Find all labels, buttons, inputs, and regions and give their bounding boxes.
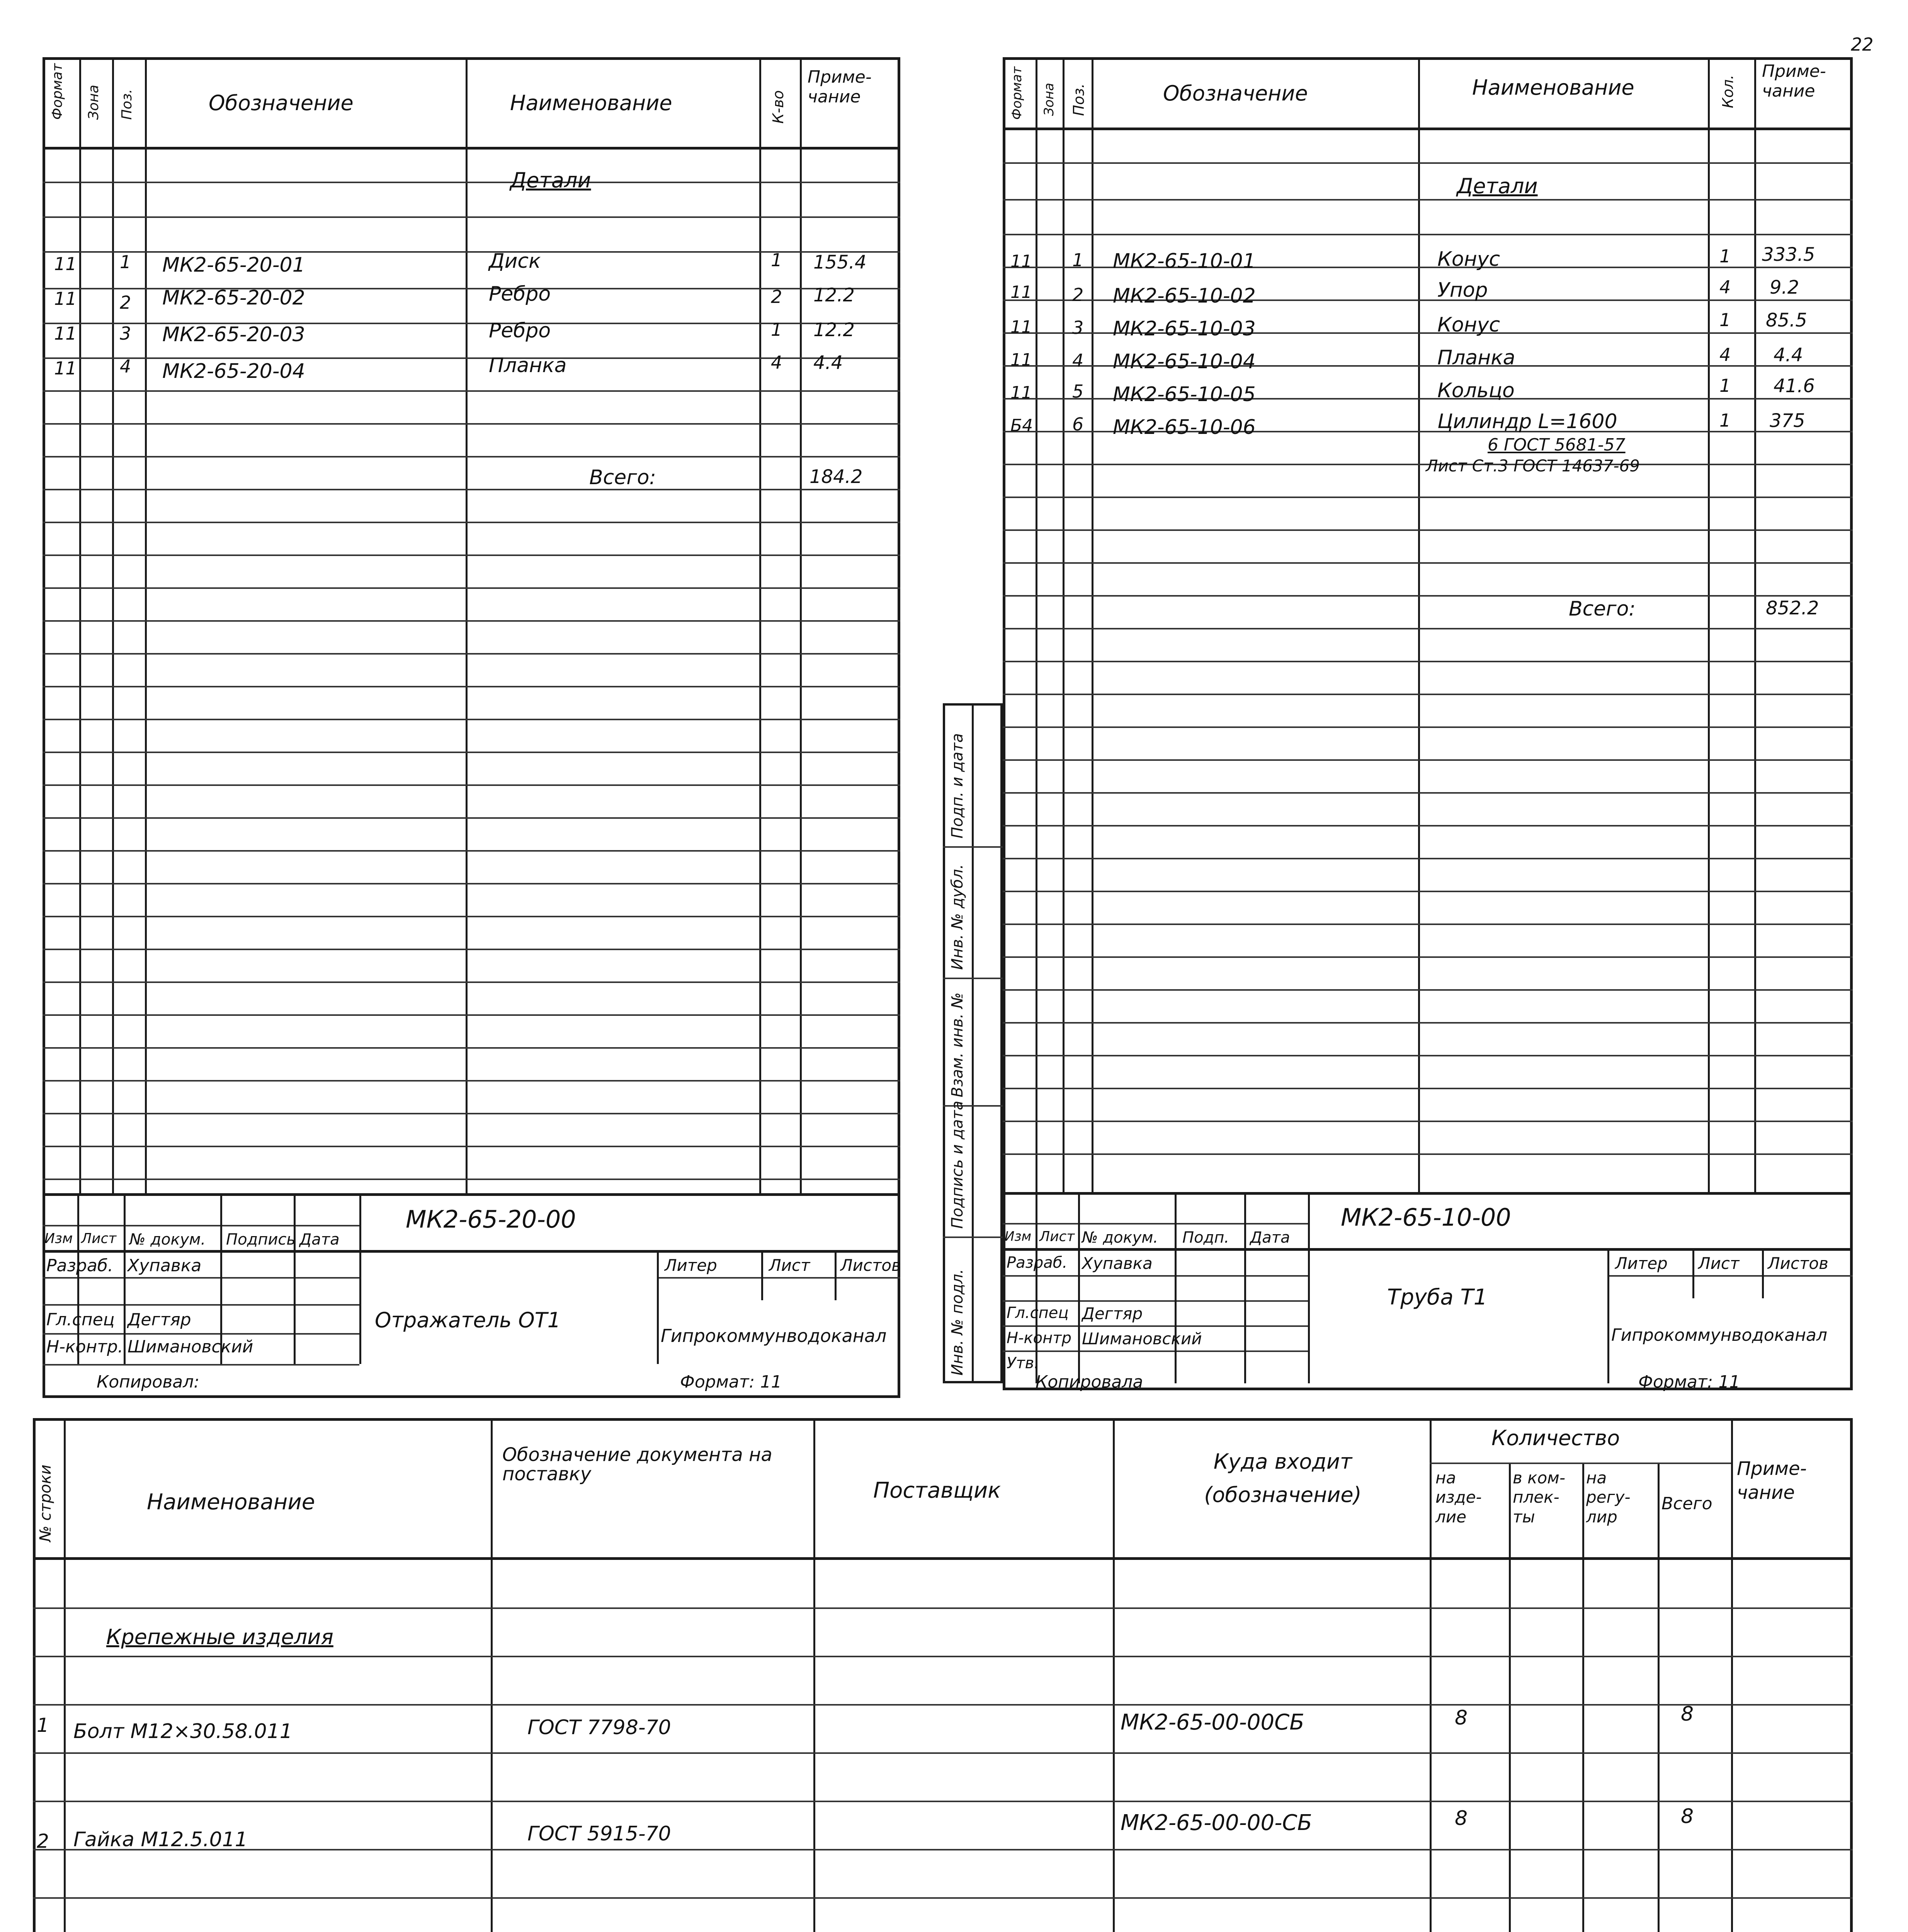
- row-format: 11: [54, 253, 77, 274]
- side-label: Подп. и дата: [949, 733, 966, 838]
- row-format: 11: [1010, 350, 1032, 370]
- row-note: 9.2: [1770, 277, 1799, 298]
- col-qty-item-header: на изде-лие: [1435, 1468, 1482, 1526]
- row-format: 11: [1010, 252, 1032, 271]
- col-name-header: Наименование: [510, 91, 672, 115]
- section-fasteners: Крепежные изделия: [106, 1625, 333, 1649]
- row-pos: 6: [1072, 414, 1084, 435]
- row-qty: 4: [1719, 277, 1731, 298]
- col-qty-header: Кол.: [1719, 75, 1736, 108]
- stamp-hdr-list: Лист: [81, 1231, 117, 1247]
- row-note: 333.5: [1762, 244, 1815, 265]
- side-label: Взам. инв. №: [949, 992, 966, 1097]
- col-pos-header: Поз.: [119, 89, 135, 120]
- col-note-header: Приме-чание: [1737, 1458, 1807, 1504]
- section-details: Детали: [1457, 174, 1538, 198]
- stamp-organization: Гипрокоммунводоканал: [1611, 1325, 1828, 1345]
- section-details: Детали: [510, 168, 591, 192]
- stamp-hdr-doc: № докум.: [129, 1231, 206, 1248]
- row-qty-total: 8: [1681, 1702, 1694, 1726]
- row-note: 12.2: [813, 284, 855, 306]
- row-designation: МК2-65-20-01: [162, 253, 305, 277]
- stamp-hdr-date: Дата: [299, 1231, 340, 1248]
- stamp-liter: Литер: [665, 1256, 717, 1275]
- row-where: МК2-65-00-00СБ: [1121, 1710, 1304, 1735]
- total-value: 184.2: [809, 466, 863, 488]
- stamp-sheet: Лист: [1698, 1254, 1740, 1273]
- total-value: 852.2: [1766, 597, 1819, 619]
- col-doc-header: Обозначение документа на поставку: [502, 1444, 772, 1485]
- stamp-sheets: Листов: [840, 1256, 901, 1275]
- stamp-hdr-sign: Подпись: [226, 1231, 296, 1248]
- row-pos: 1: [120, 252, 131, 272]
- row-qty: 2: [771, 286, 782, 307]
- total-label: Всего:: [589, 466, 656, 489]
- format-label: Формат: 11: [1638, 1372, 1740, 1392]
- row-doc: ГОСТ 7798-70: [527, 1716, 671, 1739]
- row-qty: 1: [1719, 246, 1731, 267]
- side-label: Инв. № дубл.: [949, 864, 966, 970]
- stamp-role: Н-контр.: [46, 1337, 123, 1357]
- stamp-role: Гл.спец: [46, 1310, 115, 1330]
- row-name: Кольцо: [1437, 379, 1515, 402]
- stamp-title: Труба Т1: [1387, 1285, 1488, 1310]
- row-format: 11: [1010, 282, 1032, 302]
- row-designation: МК2-65-10-06: [1113, 416, 1256, 439]
- stamp-hdr-sign: Подп.: [1182, 1229, 1229, 1247]
- stamp-hdr-list: Лист: [1039, 1229, 1075, 1245]
- row-qty-total: 8: [1681, 1805, 1694, 1828]
- col-supplier-header: Поставщик: [873, 1478, 1001, 1503]
- row-name: Упор: [1437, 279, 1488, 302]
- stamp-person: Хупавка: [128, 1256, 202, 1276]
- col-where-header: Куда входит (обозначение): [1204, 1449, 1362, 1507]
- row-pos: 1: [1072, 250, 1084, 270]
- stamp-role: Разраб.: [46, 1256, 113, 1276]
- row-format: 11: [54, 358, 77, 379]
- row-qty: 4: [771, 352, 782, 373]
- stamp-sheets: Листов: [1768, 1254, 1828, 1273]
- row-material-standard: 6 ГОСТ 5681-57: [1488, 435, 1626, 455]
- row-name: Ребро: [489, 282, 551, 306]
- row-pos: 3: [120, 323, 131, 344]
- stamp-hdr-doc: № докум.: [1082, 1229, 1158, 1247]
- doc-code: МК2-65-20-00: [406, 1205, 576, 1233]
- stamp-hdr-izm: Изм: [44, 1231, 73, 1247]
- stamp-role: Утв.: [1007, 1354, 1039, 1372]
- page-number: 22: [1851, 34, 1874, 55]
- col-qty-set-header: в ком-плек-ты: [1513, 1468, 1566, 1526]
- col-pos-header: Поз.: [1070, 83, 1087, 116]
- side-label: Инв. № подл.: [949, 1269, 966, 1376]
- row-designation: МК2-65-10-05: [1113, 383, 1256, 406]
- row-format: 11: [1010, 317, 1032, 337]
- row-pos: 4: [120, 356, 131, 377]
- stamp-role: Гл.спец: [1007, 1304, 1069, 1322]
- row-material-sheet: Лист Ст.3 ГОСТ 14637-69: [1426, 456, 1640, 475]
- row-pos: 3: [1072, 317, 1084, 338]
- row-name: Конус: [1437, 248, 1500, 271]
- row-note: 375: [1770, 410, 1805, 432]
- stamp-liter: Литер: [1615, 1254, 1668, 1273]
- col-row-no-header: № строки: [37, 1464, 54, 1542]
- row-designation: МК2-65-20-03: [162, 323, 305, 346]
- row-qty: 1: [1719, 310, 1731, 330]
- copied-by: Копировала: [1036, 1372, 1143, 1392]
- col-note-header: Приме-чание: [1762, 61, 1826, 101]
- row-designation: МК2-65-20-02: [162, 286, 305, 310]
- row-doc: ГОСТ 5915-70: [527, 1822, 671, 1845]
- row-designation: МК2-65-10-04: [1113, 350, 1256, 373]
- stamp-person: Хупавка: [1082, 1254, 1153, 1273]
- row-note: 85.5: [1766, 310, 1807, 331]
- row-pos: 2: [120, 292, 131, 313]
- row-no: 2: [37, 1830, 49, 1852]
- doc-code: МК2-65-10-00: [1341, 1203, 1511, 1231]
- row-note: 155.4: [813, 252, 867, 273]
- row-qty-item: 8: [1455, 1807, 1468, 1830]
- row-name: Планка: [1437, 346, 1515, 369]
- row-designation: МК2-65-10-01: [1113, 250, 1256, 273]
- stamp-title: Отражатель ОТ1: [375, 1308, 561, 1332]
- stamp-hdr-izm: Изм: [1005, 1229, 1032, 1244]
- row-name: Гайка М12.5.011: [73, 1828, 248, 1851]
- col-designation-header: Обозначение: [209, 91, 354, 115]
- col-zone-header: Зона: [86, 85, 102, 120]
- row-qty: 1: [1719, 410, 1731, 431]
- row-format: 11: [1010, 383, 1032, 403]
- stamp-role: Н-контр: [1007, 1329, 1071, 1347]
- row-name: Диск: [489, 250, 541, 273]
- col-format-header: Формат: [49, 63, 65, 120]
- row-designation: МК2-65-10-02: [1113, 284, 1256, 308]
- row-qty: 1: [1719, 375, 1731, 396]
- col-qty-header: К-во: [770, 90, 787, 124]
- row-note: 12.2: [813, 319, 855, 341]
- row-pos: 5: [1072, 381, 1084, 402]
- col-qty-total-header: Всего: [1661, 1494, 1712, 1514]
- stamp-person: Шимановский: [1082, 1329, 1202, 1348]
- col-qty-reg-header: на регу-лир: [1586, 1468, 1631, 1526]
- row-note: 41.6: [1774, 375, 1815, 397]
- col-note-header: Приме-чание: [808, 67, 872, 107]
- stamp-role: Разраб.: [1007, 1254, 1068, 1272]
- row-name: Цилиндр L=1600: [1437, 410, 1617, 433]
- row-format: 11: [54, 288, 77, 309]
- stamp-organization: Гипрокоммунводоканал: [661, 1325, 887, 1346]
- row-pos: 2: [1072, 284, 1084, 305]
- stamp-person: Дегтяр: [128, 1310, 191, 1330]
- col-qty-header: Количество: [1491, 1426, 1620, 1450]
- side-label: Подпись и дата: [949, 1100, 966, 1229]
- stamp-sheet: Лист: [769, 1256, 810, 1275]
- row-note: 4.4: [1774, 344, 1803, 366]
- col-zone-header: Зона: [1041, 83, 1057, 116]
- row-qty: 1: [771, 250, 782, 270]
- row-designation: МК2-65-10-03: [1113, 317, 1256, 340]
- col-name-header: Наименование: [1472, 75, 1634, 100]
- row-name: Ребро: [489, 319, 551, 342]
- stamp-person: Дегтяр: [1082, 1304, 1143, 1323]
- row-qty: 4: [1719, 344, 1731, 365]
- row-qty: 1: [771, 319, 782, 340]
- row-where: МК2-65-00-00-СБ: [1121, 1810, 1312, 1835]
- copied-by: Копировал:: [97, 1372, 200, 1392]
- row-qty-item: 8: [1455, 1706, 1468, 1730]
- row-name: Планка: [489, 354, 567, 377]
- row-note: 4.4: [813, 352, 843, 374]
- stamp-person: Шимановский: [128, 1337, 253, 1357]
- format-label: Формат: 11: [680, 1372, 782, 1392]
- col-name-header: Наименование: [147, 1490, 315, 1515]
- total-label: Всего:: [1569, 597, 1636, 621]
- row-pos: 4: [1072, 350, 1084, 371]
- row-designation: МК2-65-20-04: [162, 360, 305, 383]
- row-name: Конус: [1437, 313, 1500, 337]
- row-format: 11: [54, 323, 77, 344]
- col-designation-header: Обозначение: [1163, 81, 1308, 105]
- stamp-hdr-date: Дата: [1250, 1229, 1290, 1247]
- col-format-header: Формат: [1009, 66, 1025, 120]
- row-no: 1: [37, 1714, 49, 1736]
- row-format: Б4: [1010, 416, 1033, 435]
- row-name: Болт М12×30.58.011: [73, 1720, 292, 1743]
